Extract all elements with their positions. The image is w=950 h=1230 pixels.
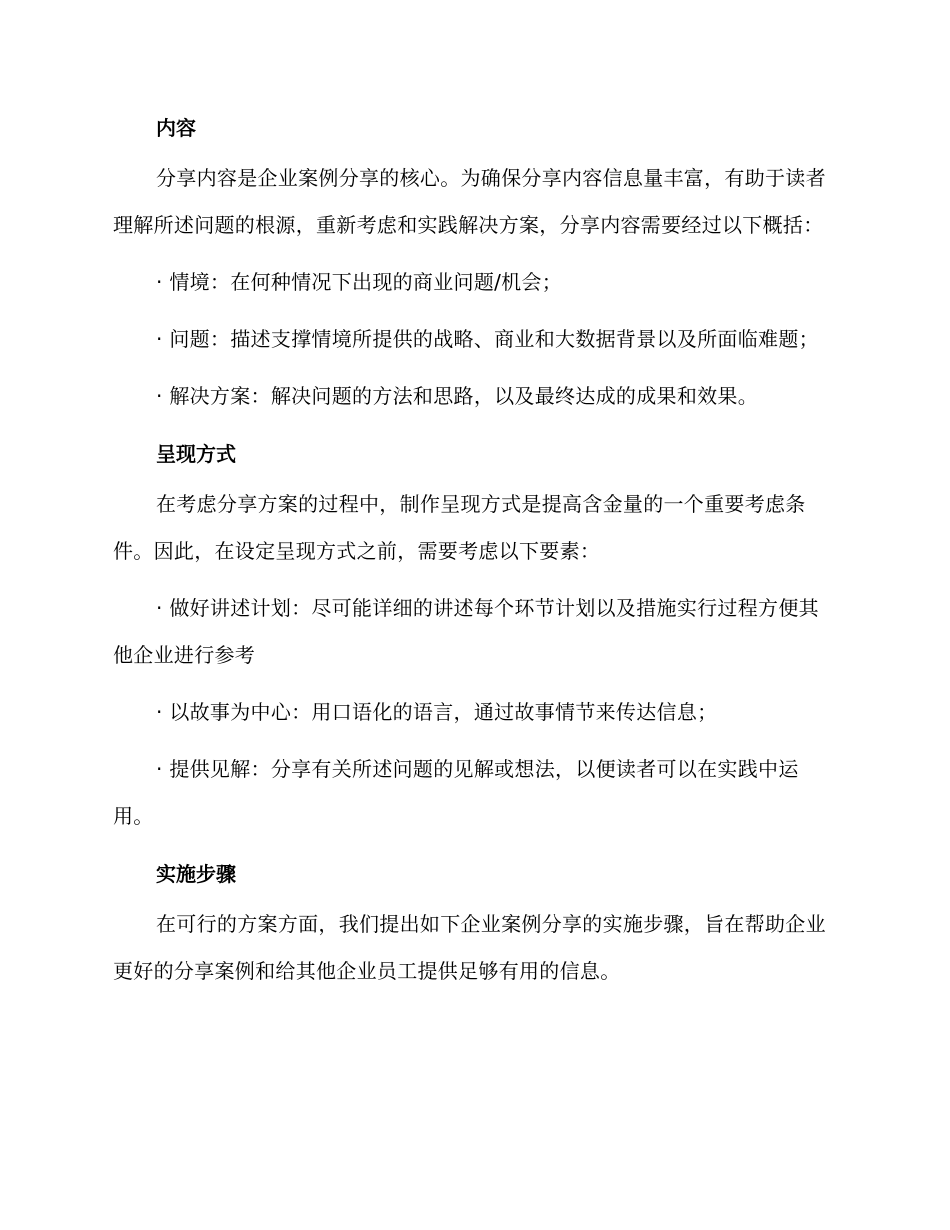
presentation-intro-paragraph: 在考虑分享方案的过程中，制作呈现方式是提高含金量的一个重要考虑条件。因此，在设定呈现方式之前，需要考虑以下要素： [113, 492, 806, 563]
section-heading-steps: 实施步骤 [156, 862, 236, 886]
section-heading-content: 内容 [156, 116, 196, 140]
document-page [113, 104, 837, 1005]
bullet-story-centered: · 以故事为中心：用口语化的语言，通过故事情节来传达信息； [156, 700, 718, 724]
bullet-solution: · 解决方案：解决问题的方法和思路，以及最终达成的成果和效果。 [156, 384, 759, 408]
bullet-insights: · 提供见解：分享有关所述问题的见解或想法，以便读者可以在实践中运用。 [113, 757, 799, 828]
section-heading-presentation: 呈现方式 [156, 442, 236, 466]
steps-intro-paragraph: 在可行的方案方面，我们提出如下企业案例分享的实施步骤，旨在帮助企业更好的分享案例和给其他企业员工提供足够有用的信息。 [113, 912, 826, 983]
bullet-narration-plan: · 做好讲述计划：尽可能详细的讲述每个环节计划以及措施实行过程方便其他企业进行参考 [113, 596, 819, 667]
content-intro-paragraph: 分享内容是企业案例分享的核心。为确保分享内容信息量丰富，有助于读者理解所述问题的根源，重新考虑和实践解决方案，分享内容需要经过以下概括： [113, 166, 826, 237]
bullet-situation: · 情境：在何种情况下出现的商业问题/机会； [156, 270, 563, 294]
bullet-problem: · 问题：描述支撑情境所提供的战略、商业和大数据背景以及所面临难题； [156, 327, 819, 351]
